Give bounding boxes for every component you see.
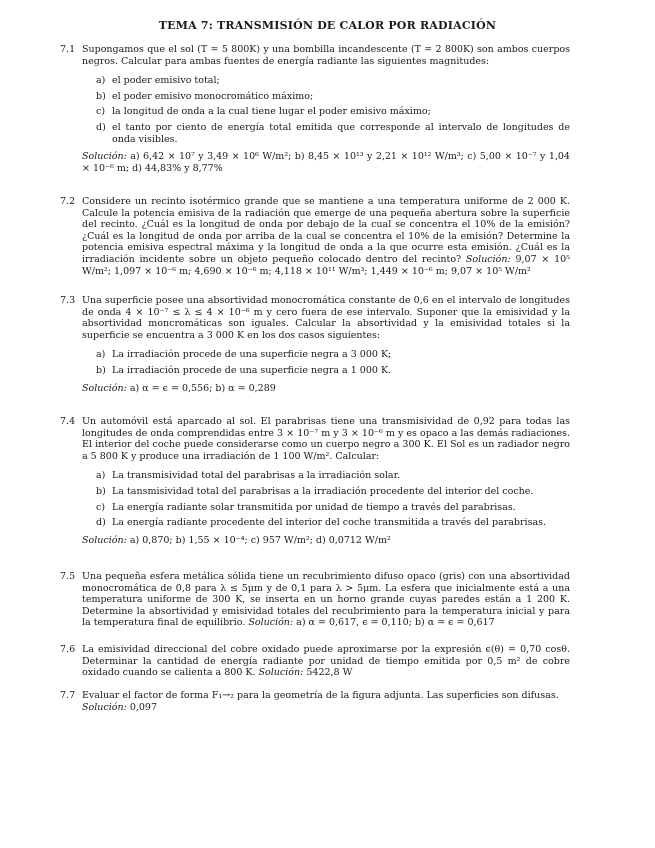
solution: Solución: a) α = ϵ = 0,556; b) α = 0,289 <box>82 382 276 394</box>
solution: Solución: a) 6,42 × 10⁷ y 3,49 × 10⁶ W/m²; b) 8,45 × 10¹³ y 2,21 × 10¹² W/m³; c) 5,00 × 10⁻⁷ y 1,04 × 10⁻⁶ m; d) 44,83% y 8,77% <box>82 151 570 174</box>
page-title: TEMA 7: TRANSMISIÓN DE CALOR POR RADIACIÓN <box>158 19 497 32</box>
item-list <box>82 349 570 376</box>
problem-7-6: 7.6 La emisividad direccional del cobre oxidado puede aproximarse por la expresión ϵ(θ) = 0,70 cosθ. Determinar la cantidad de energía radiante por unidad de tiempo emitida por 0,5 m² de cobre oxidado cuando se calienta a 800 K. Solución: 5422,8 W <box>60 644 570 679</box>
problem-7-5: 7.5 Una pequeña esfera metálica sólida tiene un recubrimiento difuso opaco (gris) con una absortividad monocromática de 0,8 para λ ≤ 5μm y de 0,1 para λ > 5μm. La esfera que inicialmente está a una temperatura uniforme de 300 K, se inserta en un horno grande cuyas paredes están a 1 200 K. Determine la absortividad y emisividad totales del recubrimiento para la temperatura inicial y para la temperatura final de equilibrio. Solución: a) α = 0,617, ϵ = 0,110; b) α = ϵ = 0,617 <box>60 571 570 629</box>
problem-7-7 <box>60 690 570 713</box>
problem-statement: Una pequeña esfera metálica sólida tiene un recubrimiento difuso opaco (gris) con una absortividad monocromática de 0,8 para λ ≤ 5μm y de 0,1 para λ > 5μm. La esfera que inicialmente está a una temperatura uniforme de 300 K, se inserta en un horno grande cuyas paredes están a 1 200 K. Determine la absortividad y emisividad totales del recubrimiento para la temperatura inicial y para la temperatura final de equilibrio. <box>82 571 570 629</box>
list-item: c) La energía radiante solar transmitida por unidad de tiempo a través del parabrisas. <box>96 501 516 513</box>
solution: 5422,8 W <box>306 667 353 679</box>
problem-statement: Evaluar el factor de forma F₁→₂ para la geometría de la figura adjunta. Las superficies son difusas. <box>82 690 559 701</box>
problem-7-2: 7.2 Considere un recinto isotérmico grande que se mantiene a una temperatura uniforme de 2 000 K. Calcule la potencia emisiva de la radiación que emerge de una pequeña abertura sobre la superficie del recinto. ¿Cuál es la longitud de onda por debajo de la cual se concentra el 10% de la emisión?¿Cuál es la longitud de onda por arriba de la cual se concentra el 10% de la emisión? Determine la potencia emisiva espectral máxima y la longitud de onda a la que ocurre esta emisión. ¿Cuál es la irradiación incidente sobre un objeto pequeño colocado dentro del recinto? Solución: 9,07 × 10⁵ W/m²; 1,097 × 10⁻⁶ m; 4,690 × 10⁻⁶ m; 4,118 × 10¹¹ W/m³; 1,449 × 10⁻⁶ m; 9,07 × 10⁵ W/m² <box>60 196 570 277</box>
list-item: c) la longitud de onda a la cual tiene lugar el poder emisivo máximo; <box>96 106 431 118</box>
problem-7-4 <box>60 416 570 546</box>
problem-7-1 <box>60 44 570 174</box>
problem-number: 7.6 <box>60 644 76 655</box>
item-list <box>82 470 570 528</box>
solution: Solución: 0,097 <box>82 701 158 713</box>
item-list <box>82 75 570 145</box>
solution: 9,07 × 10⁵ W/m²; 1,097 × 10⁻⁶ m; 4,690 × 10⁻⁶ m; 4,118 × 10¹¹ W/m³; 1,449 × 10⁻⁶ m; 9,07 × 10⁵ W/m² <box>82 253 570 277</box>
problem-statement: Considere un recinto isotérmico grande que se mantiene a una temperatura uniforme de 2 000 K. Calcule la potencia emisiva de la radiación que emerge de una pequeña abertura sobre la superficie del recinto. ¿Cuál es la longitud de onda por debajo de la cual se concentra el 10% de la emisión?¿Cuál es la longitud de onda por arriba de la cual se concentra el 10% de la emisión? Determine la potencia emisiva espectral máxima y la longitud de onda a la que ocurre esta emisión. ¿Cuál es la irradiación incidente sobre un objeto pequeño colocado dentro del recinto? <box>82 196 570 265</box>
problem-number: 7.7 <box>60 690 76 701</box>
list-item: b) el poder emisivo monocromático máximo; <box>96 90 314 102</box>
list-item: b) La irradiación procede de una superficie negra a 1 000 K. <box>96 364 392 376</box>
problem-statement: Un automóvil está aparcado al sol. El parabrisas tiene una transmisividad de 0,92 para todas las longitudes de onda comprendidas entre 3 × 10⁻⁷ m y 3 × 10⁻⁶ m y es opaco a las demás radiaciones. El interior del coche puede considerarse como un cuerpo negro a 300 K. El Sol es un radiador negro a 5 800 K y produce una irradiación de 1 100 W/m². Calcular: <box>82 416 570 462</box>
problem-number: 7.1 <box>60 44 76 55</box>
list-item: b) La tansmisividad total del parabrisas a la irradiación procedente del interior del coche. <box>96 485 534 497</box>
problem-statement: Una superficie posee una absortividad monocromática constante de 0,6 en el intervalo de longitudes de onda 4 × 10⁻⁷ ≤ λ ≤ 4 × 10⁻⁶ m y cero fuera de ese intervalo. Suponer que la emisividad y la absortividad moncromáticas son iguales. Calcular la absortividad y la emisividad totales si la superficie se encuentra a 3 000 K en los dos casos siguientes: <box>82 295 570 341</box>
list-item: d) el tanto por ciento de energía total emitida que corresponde al intervalo de longitudes de onda visibles. <box>96 121 570 145</box>
problem-7-3 <box>60 295 570 394</box>
problem-number: 7.2 <box>60 196 76 207</box>
problem-statement: La emisividad direccional del cobre oxidado puede aproximarse por la expresión ϵ(θ) = 0,70 cosθ. Determinar la cantidad de energía radiante por unidad de tiempo emitida por 0,5 m² de cobre oxidado cuando se calienta a 800 K. <box>82 644 570 679</box>
solution: a) α = 0,617, ϵ = 0,110; b) α = ϵ = 0,617 <box>296 617 495 629</box>
problem-number: 7.4 <box>60 416 76 427</box>
solution: Solución: a) 0,870; b) 1,55 × 10⁻⁴; c) 957 W/m²; d) 0,0712 W/m² <box>82 534 391 546</box>
list-item: d) La energía radiante procedente del interior del coche transmitida a través del parabrisas. <box>96 517 547 529</box>
problem-number: 7.3 <box>60 295 76 306</box>
list-item: a) el poder emisivo total; <box>96 75 220 87</box>
list-item: a) La transmisividad total del parabrisas a la irradiación solar. <box>96 470 401 482</box>
list-item: a) La irradiación procede de una superficie negra a 3 000 K; <box>96 349 392 361</box>
problem-statement: Supongamos que el sol (T = 5 800K) y una bombilla incandescente (T = 2 800K) son ambos cuerpos negros. Calcular para ambas fuentes de energía radiante las siguientes magnitudes: <box>82 44 570 67</box>
problem-number: 7.5 <box>60 571 76 582</box>
